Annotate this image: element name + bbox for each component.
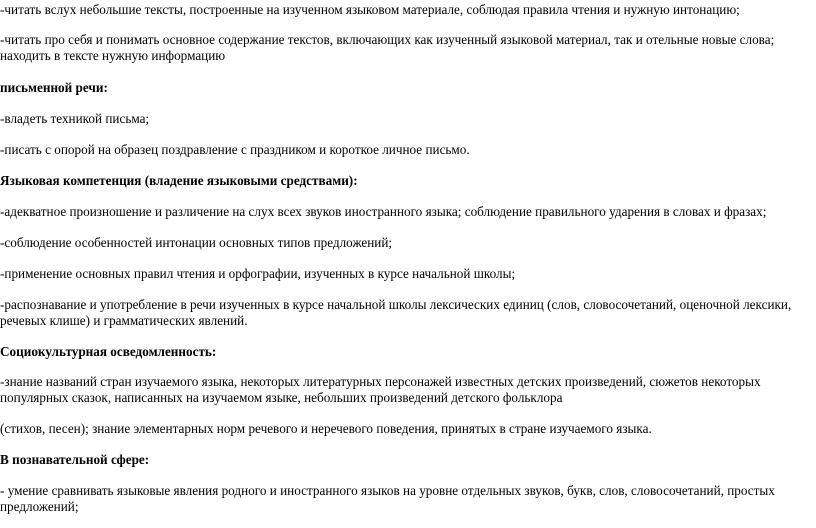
heading-sociocultural-awareness: Социокультурная осведомленность: — [0, 344, 217, 359]
paragraph-behavior-norms: (стихов, песен); знание элементарных норм речевого и неречевого поведения, принятых в стране изучаемого языка. — [0, 421, 652, 436]
paragraph-compare-languages: - умение сравнивать языковые явления родного и иностранного языков на уровне отдельных звуков, букв, слов, словосочетаний, простых предложений; — [0, 483, 775, 514]
paragraph-silent-reading: -читать про себя и понимать основное содержание текстов, включающих как изученный языковой материал, так и отельные новые слова; находить в тексте нужную информацию — [0, 32, 775, 63]
heading-cognitive-sphere: В познавательной сфере: — [0, 452, 150, 467]
paragraph-reading-aloud: -читать вслух небольшие тексты, построенные на изученном языковом материале, соблюдая правила чтения и нужную интонацию; — [0, 2, 740, 17]
paragraph-pronunciation: -адекватное произношение и различение на слух всех звуков иностранного языка; соблюдение правильного ударения в словах и фразах; — [0, 204, 767, 219]
paragraph-writing-technique: -владеть техникой письма; — [0, 111, 150, 126]
paragraph-country-names: -знание названий стран изучаемого языка, некоторых литературных персонажей известных детских произведений, сюжетов некоторых популярных сказок, написанных на изучаемом языке, небольших произведений детского фольклора — [0, 374, 761, 405]
paragraph-greeting-letter: -писать с опорой на образец поздравление с праздником и короткое личное письмо. — [0, 142, 470, 157]
paragraph-reading-rules: -применение основных правил чтения и орфографии, изученных в курсе начальной школы; — [0, 266, 516, 281]
heading-language-competence: Языковая компетенция (владение языковыми средствами): — [0, 173, 358, 188]
heading-written-speech: письменной речи: — [0, 80, 108, 95]
paragraph-lexical-units: -распознавание и употребление в речи изученных в курсе начальной школы лексических единиц (слов, словосочетаний, оценочной лексики, речевых клише) и грамматических явлений. — [0, 297, 792, 328]
paragraph-intonation: -соблюдение особенностей интонации основных типов предложений; — [0, 235, 393, 250]
